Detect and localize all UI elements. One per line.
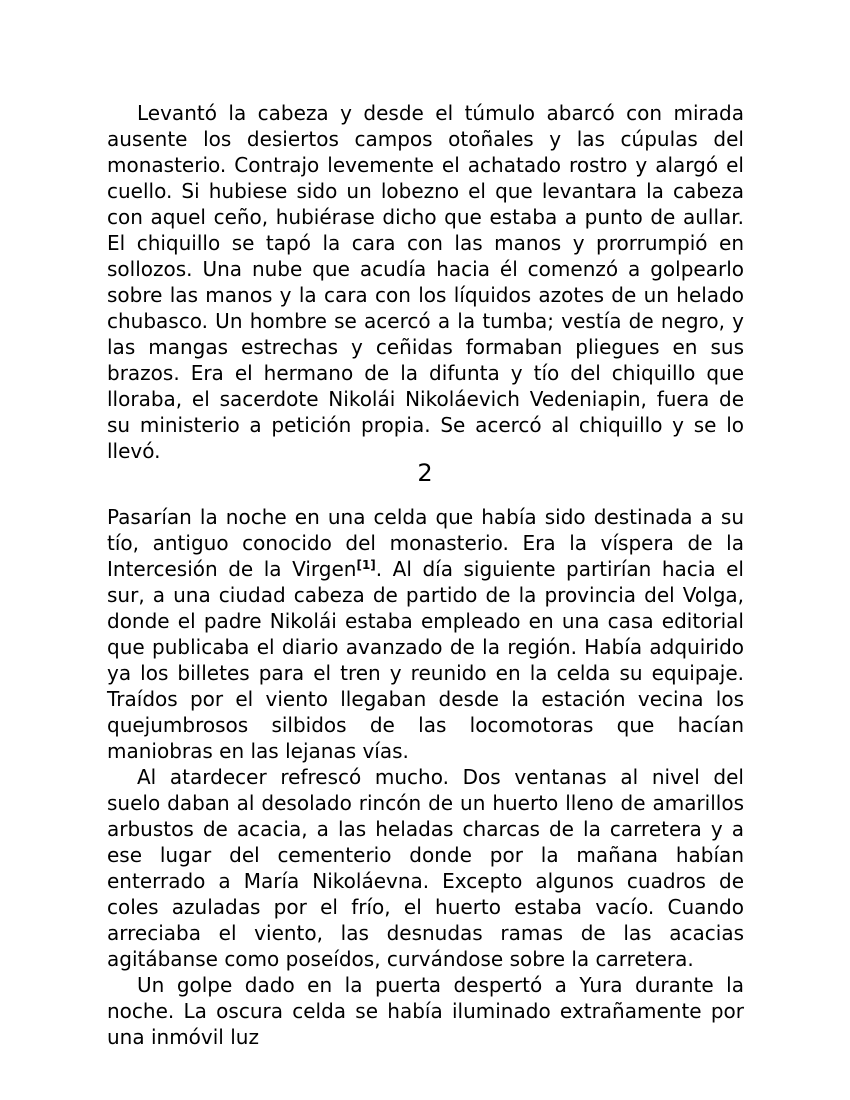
paragraph: Un golpe dado en la puerta despertó a Yura durante la noche. La oscura celda se había iluminado extrañamente por una inmóvil luz — [107, 973, 744, 1049]
footnote-reference[interactable]: [1] — [356, 558, 376, 572]
paragraph — [107, 504, 744, 764]
chapter-section-number: 2 — [417, 459, 433, 487]
paragraph-text: . Al día siguiente partirían hacia el sur, a una ciudad cabeza de partido de la provincia del Volga, donde el padre Nikolái estaba empleado en una casa editorial que publicaba el diario avanzado de la región. Había adquirido ya los billetes para el tren y reunido en la celda su equipaje. Traídos por el viento llegaban desde la estación vecina los quejumbrosos silbidos de las locomotoras que hacían maniobras en las lejanas vías. — [107, 557, 744, 763]
text-block-section-2 — [107, 504, 744, 1050]
text-block-top — [107, 100, 744, 464]
paragraph-text: Pasarían la noche en una celda que había sido destinada a su tío, antiguo conocido del monasterio. Era la víspera de la Intercesión de la Virgen — [107, 505, 744, 581]
paragraph: Levantó la cabeza y desde el túmulo abarcó con mirada ausente los desiertos campos otoñales y las cúpulas del monasterio. Contrajo levemente el achatado rostro y alargó el cuello. Si hubiese sido un lobezno el que levantara la cabeza con aquel ceño, hubiérase dicho que estaba a punto de aullar. El chiquillo se tapó la cara con las manos y prorrumpió en sollozos. Una nube que acudía hacia él comenzó a golpearlo sobre las manos y la cara con los líquidos azotes de un helado chubasco. Un hombre se acercó a la tumba; vestía de negro, y las mangas estrechas y ceñidas formaban pliegues en sus brazos. Era el hermano de la difunta y tío del chiquillo que lloraba, el sacerdote Nikolái Nikoláevich Vedeniapin, fuera de su ministerio a petición propia. Se acercó al chiquillo y se lo llevó. — [107, 101, 744, 463]
paragraph: Al atardecer refrescó mucho. Dos ventanas al nivel del suelo daban al desolado rincón de un huerto lleno de amarillos arbustos de acacia, a las heladas charcas de la carretera y a ese lugar del cementerio donde por la mañana habían enterrado a María Nikoláevna. Excepto algunos cuadros de coles azuladas por el frío, el huerto estaba vacío. Cuando arreciaba el viento, las desnudas ramas de las acacias agitábanse como poseídos, curvándose sobre la carretera. — [107, 765, 744, 971]
